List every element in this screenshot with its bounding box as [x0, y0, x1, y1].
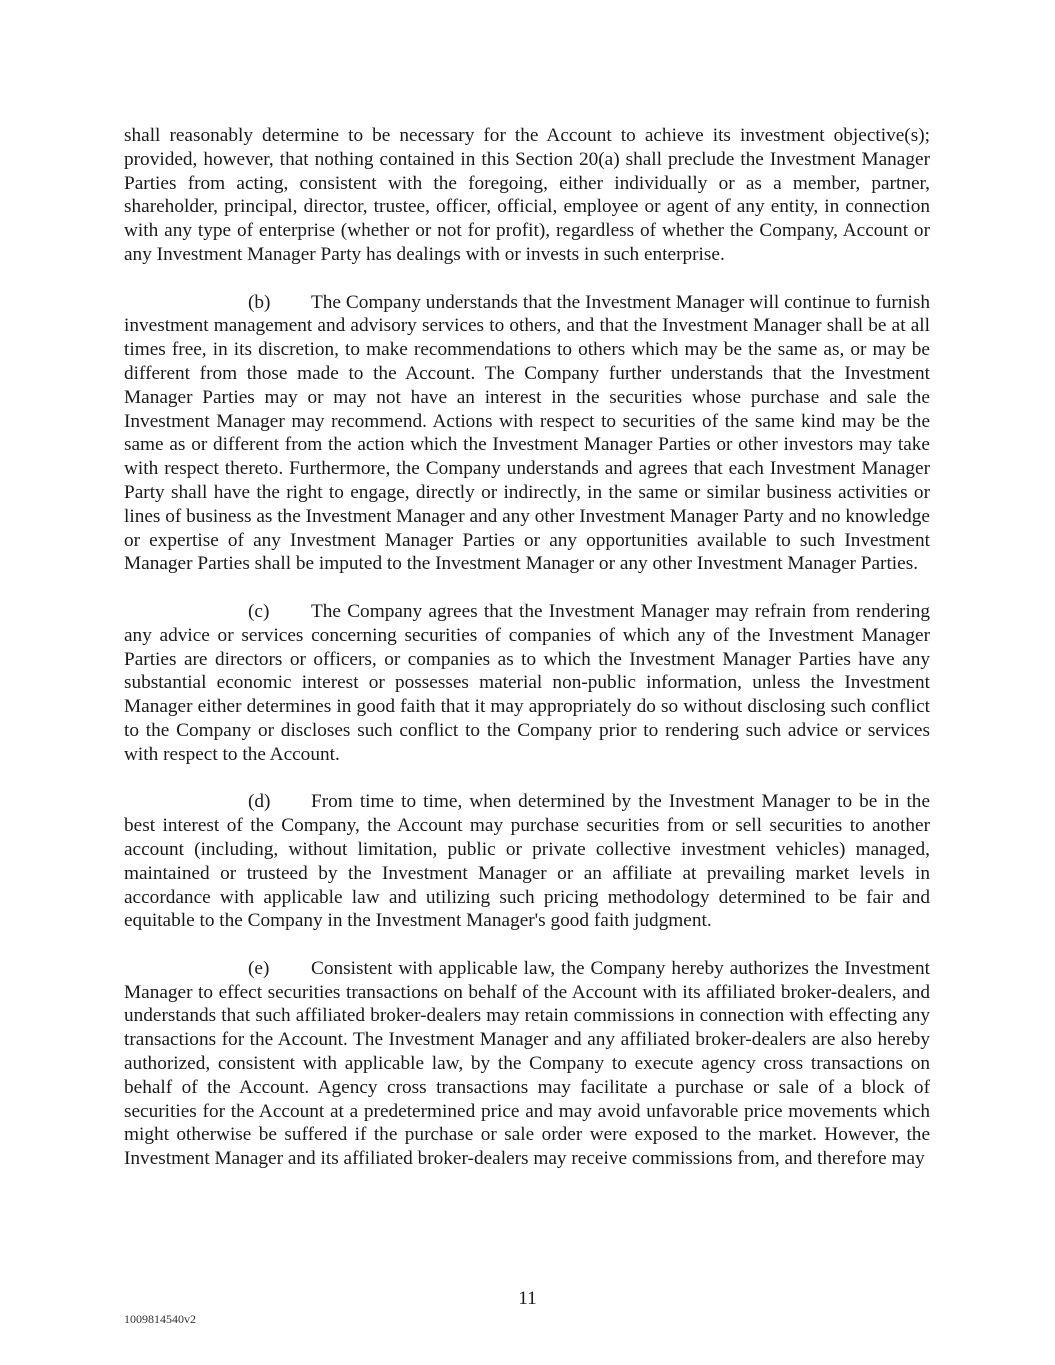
- paragraph-text: The Company understands that the Investment Manager will continue to furnish investment management and advisory services to others, and that the Investment Manager shall be at all times free, in its discretion, to make recommendations to others which may be the same as, or may be different from those made to the Account. The Company further understands that the Investment Manager Parties may or may not have an interest in the securities whose purchase and sale the Investment Manager may recommend. Actions with respect to securities of the same kind may be the same as or different from the action which the Investment Manager Parties or other investors may take with respect thereto. Furthermore, the Company understands and agrees that each Investment Manager Party shall have the right to engage, directly or indirectly, in the same or similar business activities or lines of business as the Investment Manager and any other Investment Manager Party and no knowledge or expertise of any Investment Manager Parties or any opportunities available to such Investment Manager Parties shall be imputed to the Investment Manager or any other Investment Manager Parties.: [124, 291, 930, 575]
- paragraph-label: (c): [248, 600, 270, 622]
- paragraph-c: [124, 600, 930, 767]
- paragraph-text: The Company agrees that the Investment Manager may refrain from rendering any advice or services concerning securities of companies of which any of the Investment Manager Parties are directors or officers, or companies as to which the Investment Manager Parties have any substantial economic interest or possesses material non-public information, unless the Investment Manager either determines in good faith that it may appropriately do so without disclosing such conflict to the Company or discloses such conflict to the Company prior to rendering such advice or services with respect to the Account.: [124, 600, 930, 765]
- paragraph-text: shall reasonably determine to be necessary for the Account to achieve its investment objective(s); provided, however, that nothing contained in this Section 20(a) shall preclude the Investment Manager Parties from acting, consistent with the foregoing, either individually or as a member, partner, shareholder, principal, director, trustee, officer, official, employee or agent of any entity, in connection with any type of enterprise (whether or not for profit), regardless of whether the Company, Account or any Investment Manager Party has dealings with or invests in such enterprise.: [124, 125, 930, 265]
- paragraph-label: (d): [248, 791, 271, 813]
- paragraph-b: [124, 291, 930, 577]
- paragraph-a-continuation: [124, 124, 930, 267]
- paragraph-label: (b): [248, 291, 271, 313]
- paragraph-label: (e): [248, 957, 270, 979]
- page-number: 11: [518, 1288, 537, 1309]
- document-id: 1009814540v2: [124, 1312, 196, 1326]
- paragraph-d: [124, 790, 930, 933]
- document-body: [124, 124, 930, 1195]
- paragraph-e: [124, 957, 930, 1171]
- paragraph-text: Consistent with applicable law, the Company hereby authorizes the Investment Manager to effect securities transactions on behalf of the Account with its affiliated broker-dealers, and understands that such affiliated broker-dealers may retain commissions in connection with effecting any transactions for the Account. The Investment Manager and any affiliated broker-dealers are also hereby authorized, consistent with applicable law, by the Company to execute agency cross transactions on behalf of the Account. Agency cross transactions may facilitate a purchase or sale of a block of securities for the Account at a predetermined price and may avoid unfavorable price movements which might otherwise be suffered if the purchase or sale order were exposed to the market. However, the Investment Manager and its affiliated broker-dealers may receive commissions from, and therefore may: [124, 957, 930, 1170]
- paragraph-text: From time to time, when determined by the Investment Manager to be in the best interest of the Company, the Account may purchase securities from or sell securities to another account (including, without limitation, public or private collective investment vehicles) managed, maintained or trusteed by the Investment Manager or an affiliate at prevailing market levels in accordance with applicable law and utilizing such pricing methodology determined to be fair and equitable to the Company in the Investment Manager's good faith judgment.: [124, 791, 930, 932]
